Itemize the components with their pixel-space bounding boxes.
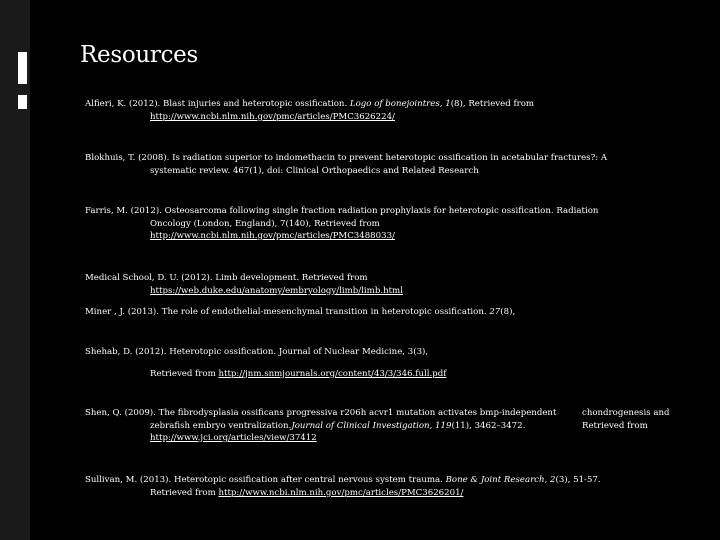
reference-line bbox=[85, 111, 685, 124]
reference-link[interactable]: https://web.duke.edu/anatomy/embryology/limb/limb.html bbox=[150, 285, 403, 296]
reference-text: Retrieved from bbox=[150, 487, 219, 498]
reference-sullivan bbox=[85, 474, 685, 499]
reference-text: (11), 3462–3472. bbox=[451, 420, 526, 431]
slide-title: Resources bbox=[80, 42, 198, 68]
reference-line: chondrogenesis and bbox=[582, 408, 670, 418]
reference-line: Shen, Q. (2009). The fibrodysplasia ossificans progressiva r206h acvr1 mutation activates bmp-independent bbox=[85, 408, 557, 418]
journal-title: Bone & Joint Research, 2 bbox=[445, 475, 556, 485]
reference-text: Alfieri, K. (2012). Blast injuries and heterotopic ossification. bbox=[85, 99, 350, 109]
reference-line bbox=[85, 474, 685, 487]
reference-miner bbox=[85, 306, 685, 319]
reference-line bbox=[85, 368, 685, 381]
reference-medical-school bbox=[85, 272, 685, 297]
journal-title: Logo of bonejointres, 1 bbox=[349, 99, 451, 109]
reference-text: (3), 51-57. bbox=[555, 475, 601, 485]
volume: 27 bbox=[489, 307, 501, 317]
accent-bar-top bbox=[18, 52, 27, 84]
reference-line bbox=[85, 487, 685, 500]
reference-text: (8), bbox=[500, 307, 516, 317]
reference-link[interactable]: http://www.jci.org/articles/view/37412 bbox=[150, 433, 317, 443]
reference-text: Miner , J. (2013). The role of endothelial-mesenchymal transition in heterotopic ossification. bbox=[85, 307, 490, 317]
reference-line: Retrieved from bbox=[582, 420, 648, 431]
accent-bar-bottom bbox=[18, 95, 27, 109]
reference-text: Retrieved from bbox=[150, 368, 219, 379]
reference-link[interactable]: http://www.ncbi.nlm.nih.gov/pmc/articles/PMC3488033/ bbox=[150, 231, 395, 241]
reference-line bbox=[85, 306, 685, 319]
reference-link[interactable]: http://www.ncbi.nlm.nih.gov/pmc/articles/PMC3626201/ bbox=[218, 487, 464, 498]
journal-title: Journal of Clinical Investigation, 119 bbox=[291, 420, 452, 431]
reference-shen-side bbox=[582, 407, 670, 432]
reference-line: Medical School, D. U. (2012). Limb development. Retrieved from bbox=[85, 273, 368, 283]
reference-line: Blokhuis, T. (2008). Is radiation superior to indomethacin to prevent heterotopic ossification in acetabular fractures?: A bbox=[85, 153, 608, 163]
reference-blokhuis bbox=[85, 152, 685, 177]
reference-line bbox=[85, 230, 685, 243]
reference-line: Farris, M. (2012). Osteosarcoma following single fraction radiation prophylaxis for heterotopic ossification. Radiation bbox=[85, 206, 599, 216]
reference-line: Shehab, D. (2012). Heterotopic ossification. Journal of Nuclear Medicine, 3(3), bbox=[85, 347, 429, 357]
reference-line: systematic review. 467(1), doi: Clinical Orthopaedics and Related Research bbox=[150, 165, 479, 176]
reference-line: Oncology (London, England), 7(140), Retrieved from bbox=[150, 218, 380, 229]
reference-line bbox=[85, 285, 685, 298]
reference-text: zebrafish embryo ventralization. bbox=[150, 420, 292, 431]
reference-shehab bbox=[85, 346, 685, 380]
reference-text: (8), Retrieved from bbox=[450, 99, 535, 109]
reference-line bbox=[85, 98, 685, 111]
reference-line bbox=[85, 432, 685, 445]
reference-farris bbox=[85, 205, 685, 243]
reference-link[interactable]: http://jnm.snmjournals.org/content/43/3/346.full.pdf bbox=[218, 368, 447, 379]
reference-link[interactable]: http://www.ncbi.nlm.nih.gov/pmc/articles/PMC3626224/ bbox=[150, 111, 395, 122]
reference-alfieri bbox=[85, 98, 685, 123]
reference-text: Sullivan, M. (2013). Heterotopic ossification after central nervous system trauma. bbox=[85, 475, 446, 485]
